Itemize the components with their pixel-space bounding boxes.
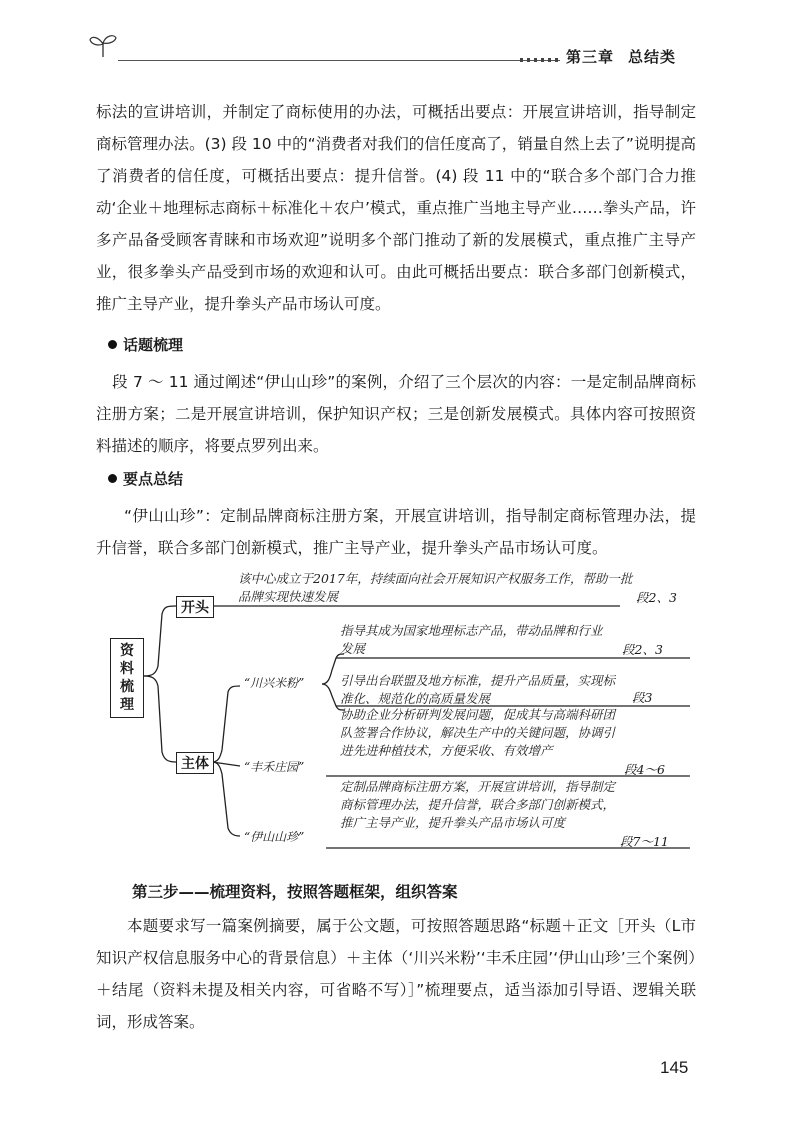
- page-header: [0, 0, 800, 80]
- paragraph-3-text: “伊山山珍”：定制品牌商标注册方案，开展宣讲培训，指导制定商标管理办法，提升信誉，联合多部门创新模式，推广主导产业，提升拳头产品市场认可度。: [96, 507, 696, 557]
- case-item-text: 协助企业分析研判发展问题，促成其与高端科研团队签署合作协议，解决生产中的关键问题，协调引进先进种植技术，方便采收、有效增产: [340, 707, 616, 758]
- section-heading-topic: [108, 334, 183, 355]
- paragraph-3: [96, 500, 696, 564]
- bullet-icon: [108, 474, 117, 483]
- case-item-text: 定制品牌商标注册方案，开展宣讲培训，指导制定商标管理办法，提升信誉，联合多部门创新模式，推广主导产业，提升拳头产品市场认可度: [340, 779, 616, 830]
- case-item-text: 指导其成为国家地理标志产品，带动品牌和行业发展: [340, 623, 603, 656]
- body-box: 主体: [176, 752, 214, 774]
- opening-box: 开头: [176, 596, 214, 618]
- opening-text: 该中心成立于2017年，持续面向社会开展知识产权服务工作，帮助一批品牌实现快速发展: [238, 571, 633, 604]
- bullet-icon: [108, 340, 117, 349]
- header-rule: [118, 60, 560, 61]
- root-char: 资: [120, 643, 134, 659]
- page-number: 145: [660, 1058, 689, 1077]
- case-label: “丰禾庄园”: [244, 760, 305, 774]
- case-item-ref: 段7～11: [620, 834, 669, 849]
- paragraph-2: [96, 366, 696, 462]
- section-heading-label: 要点总结: [123, 470, 184, 488]
- case-item-ref: 段2、3: [622, 642, 663, 657]
- section-heading-summary: [108, 468, 183, 489]
- material-diagram: [100, 566, 700, 866]
- sprout-icon: [88, 32, 118, 58]
- root-char: 料: [120, 661, 134, 677]
- header-dots: [520, 58, 560, 62]
- paragraph-4: 本题要求写一篇案例摘要，属于公文题，可按照答题思路“标题＋正文［开头（L市知识产权信息服务中心的背景信息）＋主体（‘川兴米粉’‘丰禾庄园’‘伊山山珍’三个案例）＋结尾（资料未提及相关内容，可省略不写）］”梳理要点，适当添加引导语、逻辑关联词，形成答案。: [96, 917, 696, 1031]
- paragraph-2-text: 段 7 ～ 11 通过阐述“伊山山珍”的案例，介绍了三个层次的内容：一是定制品牌商标注册方案；二是开展宣讲培训，保护知识产权；三是创新发展模式。具体内容可按照资料描述的顺序，将要点罗列出来。: [96, 373, 696, 455]
- chapter-category: 总结类: [628, 48, 677, 66]
- chapter-title: [566, 46, 676, 67]
- step-heading: 第三步——梳理资料，按照答题框架，组织答案: [132, 883, 458, 901]
- case-item-text: 引导出台联盟及地方标准，提升产品质量，实现标准化、规范化的高质量发展: [340, 673, 616, 706]
- paragraph-1: 标法的宣讲培训，并制定了商标使用的办法，可概括出要点：开展宣讲培训，指导制定商标管理办法。(3) 段 10 中的“消费者对我们的信任度高了，销量自然上去了”说明提高了消费者的信任度，可概括出要点：提升信誉。(4) 段 11 中的“联合多个部门合力推动‘企业＋地理标志商标＋标准化＋农户’模式，重点推广当地主导产业……拳头产品，许多产品备受顾客青睐和市场欢迎”说明多个部门推动了新的发展模式，重点推广主导产业，很多拳头产品受到市场的欢迎和认可。由此可概括出要点：联合多部门创新模式，推广主导产业，提升拳头产品市场认可度。: [96, 103, 696, 313]
- diagram-root-box: [110, 638, 144, 718]
- case-label: “川兴米粉”: [244, 676, 305, 690]
- opening-ref: 段2、3: [636, 590, 677, 605]
- case-label: “伊山山珍”: [244, 830, 305, 844]
- chapter-number: 第三章: [566, 48, 615, 66]
- root-char: 理: [120, 697, 134, 713]
- root-char: 梳: [120, 679, 134, 695]
- case-item-ref: 段4～6: [624, 762, 665, 777]
- case-item-ref: 段3: [632, 690, 653, 705]
- section-heading-label: 话题梳理: [123, 336, 184, 354]
